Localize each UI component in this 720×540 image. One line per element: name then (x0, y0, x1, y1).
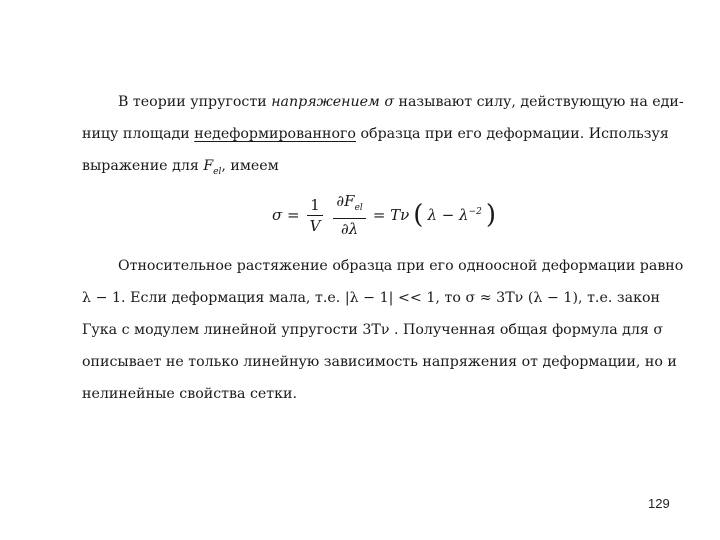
sigma-symbol: σ (384, 94, 394, 110)
page-number: 129 (648, 496, 670, 511)
paragraph2-line2: λ − 1. Если деформация мала, т.е. |λ − 1| << 1, то σ ≈ 3Tν (λ − 1), т.е. закон (82, 290, 660, 306)
fraction-dF-dlambda: $\frac{\partial F_{el}}{\partial\lambda}$ (333, 192, 365, 238)
term-stress: напряжением (271, 94, 380, 110)
formula-inner: $\lambda - \lambda^{-2}$ (427, 206, 482, 224)
paragraph1-line1 (118, 92, 684, 112)
underlined-term: недеформированного (194, 126, 356, 142)
text: В теории упругости (118, 94, 267, 110)
text: ницу площади (82, 126, 190, 142)
paren-open: ( (413, 200, 424, 230)
paragraph2-line1: Относительное растяжение образца при его одноосной деформации равно (118, 258, 684, 274)
paragraph1-line2 (82, 124, 669, 144)
fraction-1-over-V: $\frac{1}{V}$ (307, 196, 324, 235)
paren-close: ) (485, 200, 496, 230)
formula-rhs: = Tν (372, 206, 410, 224)
F-symbol: $F_{el}$ (203, 158, 222, 177)
stress-formula (272, 190, 496, 240)
paragraph2-line3: Гука с модулем линейной упругости 3Tν . Полученная общая формула для σ (82, 322, 664, 338)
text: называют силу, действующую на еди- (398, 94, 684, 110)
text: выражение для (82, 158, 199, 174)
text: , имеем (221, 158, 279, 174)
paragraph2-line5: нелинейные свойства сетки. (82, 386, 297, 402)
paragraph2-line4: описывает не только линейную зависимость напряжения от деформации, но и (82, 354, 677, 370)
paragraph1-line3 (82, 156, 279, 182)
formula-lhs: σ = (272, 206, 300, 224)
text: образца при его деформации. Используя (360, 126, 669, 142)
